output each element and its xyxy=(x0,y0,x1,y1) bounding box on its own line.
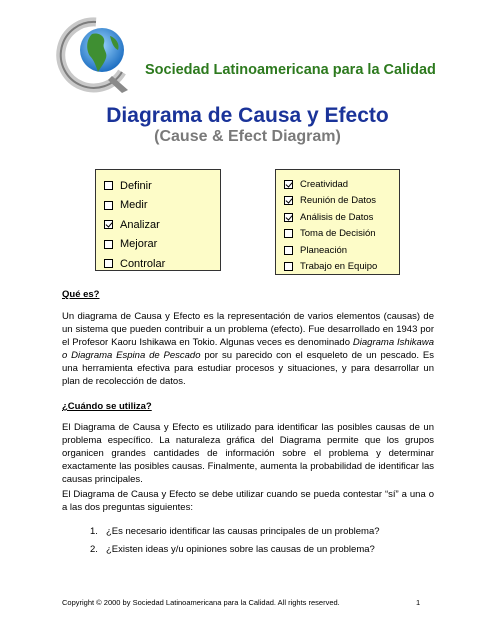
section-heading-que-es: Qué es? xyxy=(62,289,100,300)
checkbox-icon xyxy=(104,240,113,249)
tool-item-analisis-datos: Análisis de Datos xyxy=(284,209,399,226)
document-subtitle: (Cause & Efect Diagram) xyxy=(154,128,341,145)
document-title: Diagrama de Causa y Efecto xyxy=(106,104,389,127)
phases-box xyxy=(95,169,221,271)
phase-item-definir: Definir xyxy=(104,176,220,195)
slc-logo xyxy=(56,16,136,96)
phase-item-analizar: Analizar xyxy=(104,215,220,234)
tool-item-reunion-datos: Reunión de Datos xyxy=(284,193,399,210)
tools-box xyxy=(275,169,400,275)
phase-item-mejorar: Mejorar xyxy=(104,235,220,254)
checkbox-icon xyxy=(104,181,113,190)
checkbox-icon xyxy=(284,229,293,238)
tool-item-trabajo-equipo: Trabajo en Equipo xyxy=(284,259,399,276)
tool-item-toma-decision: Toma de Decisión xyxy=(284,226,399,243)
section-heading-cuando: ¿Cuándo se utiliza? xyxy=(62,401,152,412)
checked-checkbox-icon xyxy=(104,220,113,229)
checkbox-icon xyxy=(104,201,113,210)
paragraph-cuando: El Diagrama de Causa y Efecto es utilizado para identificar las posibles causas de un problema específico. La naturaleza gráfica del Diagrama permite que los grupos organicen grandes cantidades de información sobre el problema y determinar exactamente las posibles causas. Finalmente, aumenta la probabilidad de identificar las causas principales. xyxy=(62,422,434,485)
checkbox-icon xyxy=(284,262,293,271)
checkbox-icon xyxy=(284,246,293,255)
tool-item-creatividad: Creatividad xyxy=(284,176,399,193)
checked-checkbox-icon xyxy=(284,196,293,205)
checked-checkbox-icon xyxy=(284,180,293,189)
phase-item-controlar: Controlar xyxy=(104,254,220,273)
copyright-footer: Copyright © 2000 by Sociedad Latinoamericana para la Calidad. All rights reserved. xyxy=(62,598,340,607)
phase-item-medir: Medir xyxy=(104,196,220,215)
checked-checkbox-icon xyxy=(284,213,293,222)
organization-name: Sociedad Latinoamericana para la Calidad xyxy=(145,62,436,78)
checkbox-icon xyxy=(104,259,113,268)
paragraph-que-es: Un diagrama de Causa y Efecto es la representación de varios elementos (causas) de un sistema que pueden contribuir a un problema (efecto). Fue desarrollado en 1943 por el Profesor Kaoru Ishikawa en Tokio. Algunas veces es denominado Diagrama Ishikawa o Diagrama Espina de Pescado por su parecido con el esqueleto de un pescado. Es una herramienta efectiva para estudiar procesos y situaciones, y para desarrollar un plan de recolección de datos. xyxy=(62,311,434,387)
tool-item-planeacion: Planeación xyxy=(284,242,399,259)
page-number: 1 xyxy=(416,598,421,607)
paragraph-cuando-b: El Diagrama de Causa y Efecto se debe utilizar cuando se pueda contestar “sí” a una o a las dos preguntas siguientes: xyxy=(62,489,434,513)
